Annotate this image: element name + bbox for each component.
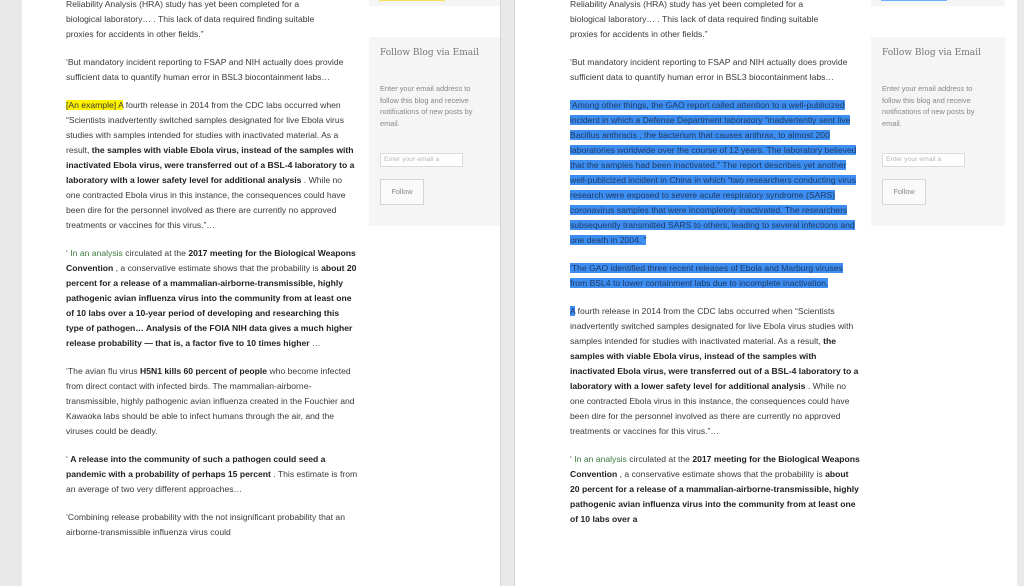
post-text: proxies for accidents in other fields.” (570, 29, 708, 39)
post-paragraph: ‘But mandatory incident reporting to FSAP and NIH actually does provide sufficient data to quantify human error in BSL3 biocontainment labs… (66, 57, 344, 82)
bold-text: 2017 meeting for the Biological Weapons Convention (570, 454, 860, 479)
bold-text: about 20 percent for a release of a mammalian-airborne-transmissible, highly pathogenic avian influenza virus into the community from at least one of 10 labs over a (570, 469, 859, 524)
follow-blog-widget (369, 37, 501, 226)
post-text: , a conservative estimate shows that the probability is (617, 469, 826, 479)
post-paragraph (570, 304, 860, 439)
bold-text: the samples with viable Ebola virus, instead of the samples with inactivated Ebola virus, were transferred out of a BSL-4 laboratory to a laboratory with a lower safety level for additional analysis (66, 145, 355, 185)
email-input[interactable]: Enter your email a (882, 153, 965, 167)
email-input[interactable]: Enter your email a (380, 153, 463, 167)
post-text: ‘ (66, 454, 71, 464)
post-paragraph (66, 246, 358, 351)
blue-strip (881, 0, 947, 1)
post-text: biological laboratory… . This lack of data required finding suitable (570, 14, 819, 24)
post-text: . While no one contracted Ebola virus in this instance, the consequences could have been dire for the personnel involved as there are currently no approved treatments or vaccines for this virus.”… (570, 381, 850, 436)
sidebar-widget-top (369, 0, 501, 6)
post-text: Reliability Analysis (HRA) study has yet been completed for a (66, 0, 300, 9)
post-text: ‘ (66, 248, 71, 258)
post-text: ‘ (570, 454, 575, 464)
post-text: … (309, 338, 321, 348)
post-paragraph (570, 98, 860, 248)
follow-button[interactable]: Follow (380, 179, 424, 205)
post-text: fourth release in 2014 from the CDC labs occurred when “Scientists inadvertently switched samples designated for live Ebola virus studies with samples intended for studies with inactivated material. As a result, (66, 100, 344, 155)
left-browser-pane[interactable] (22, 0, 501, 586)
bold-text: 2017 meeting for the Biological Weapons Convention (66, 248, 356, 273)
post-paragraph: ‘Combining release probability with the not insignificant probability that an airborne-transmissible influenza virus could (66, 512, 345, 537)
sidebar-widget-top (871, 0, 1005, 6)
post-text: ‘The avian flu virus (66, 366, 141, 376)
analysis-link[interactable]: In an analysis (574, 454, 627, 464)
bold-text: about 20 percent for a release of a mammalian-airborne-transmissible, highly pathogenic avian influenza virus into the community from at least one of 10 labs over a 10-year period of developing and researching this type of pathogen… Analysis of the FOIA NIH data gives a much higher release probability — that is, a factor five to 10 times higher (66, 263, 357, 348)
post-text: . While no one contracted Ebola virus in this instance, the consequences could have been dire for the personnel involved as there are currently no approved treatments or vaccines for this virus.”… (66, 175, 346, 230)
post-paragraph (66, 98, 358, 233)
selected-text: ‘Among other things, the GAO report called attention to a well-publicized incident in which a Defense Department laboratory “inadvertently sent live Bacillus anthracis , the bacterium that causes anthrax, to almost 200 laboratories worldwide over the course of 12 years. The laboratory believed that the samples had been inactivated.” The report describes yet another well-publicized incident in China in which “two researchers conducting virus research were exposed to severe acute respiratory syndrome (SARS) coronavirus samples that were incompletely inactivated. The researchers subsequently transmitted SARS to others, leading to several infections and one death in 2004. ” (570, 100, 857, 245)
follow-blog-widget (871, 37, 1005, 226)
widget-description: Enter your email address to follow this blog and receive notifications of new posts by email. (882, 84, 975, 128)
widget-title: Follow Blog via Email (882, 48, 981, 58)
blog-post-body (570, 0, 860, 540)
bold-text: H5N1 kills 60 percent of people (140, 366, 268, 376)
widget-title: Follow Blog via Email (380, 48, 479, 58)
right-browser-pane[interactable] (514, 0, 1017, 586)
post-text: circulated at the (626, 454, 693, 464)
selected-text: A (570, 306, 576, 316)
post-text: fourth release in 2014 from the CDC labs occurred when “Scientists inadvertently switched samples designated for live Ebola virus studies with samples intended for studies with inactivated material. As a result, (570, 306, 854, 346)
post-text: biological laboratory… . This lack of data required finding suitable (66, 14, 315, 24)
selected-text: ‘The GAO identified three recent releases of Ebola and Marburg viruses from BSL4 to lower containment labs due to incomplete inactivation. (570, 263, 843, 288)
post-paragraph (66, 0, 358, 42)
widget-description: Enter your email address to follow this blog and receive notifications of new posts by email. (380, 84, 473, 128)
post-text: proxies for accidents in other fields.” (66, 29, 204, 39)
post-paragraph (570, 452, 860, 527)
blog-post-body (66, 0, 358, 553)
post-paragraph (570, 261, 860, 291)
post-paragraph (66, 364, 358, 439)
bold-text: A release into the community of such a pathogen could seed a pandemic with a probability of perhaps 15 percent (66, 454, 326, 479)
post-text: circulated at the (122, 248, 189, 258)
post-paragraph: ‘But mandatory incident reporting to FSAP and NIH actually does provide sufficient data to quantify human error in BSL3 biocontainment labs… (570, 57, 848, 82)
post-text: who become infected from direct contact with infected birds. The mammalian-airborne-transmissible, highly pathogenic avian influenza created in the Fouchier and Kawaoka labs should be able to infect humans through the air, and the viruses could be deadly. (66, 366, 355, 436)
analysis-link[interactable]: In an analysis (70, 248, 123, 258)
post-text: . This estimate is from an average of two very different approaches… (66, 469, 358, 494)
post-paragraph (570, 0, 860, 42)
post-text: Reliability Analysis (HRA) study has yet been completed for a (570, 0, 804, 9)
follow-button[interactable]: Follow (882, 179, 926, 205)
post-text: , a conservative estimate shows that the probability is (113, 263, 322, 273)
post-paragraph (66, 452, 358, 497)
yellow-strip (379, 0, 445, 1)
bold-text: the samples with viable Ebola virus, instead of the samples with inactivated Ebola virus, were transferred out of a BSL-4 laboratory to a laboratory with a lower safety level for additional analysis (570, 336, 859, 391)
yellow-highlight: [An example] A (66, 100, 124, 110)
